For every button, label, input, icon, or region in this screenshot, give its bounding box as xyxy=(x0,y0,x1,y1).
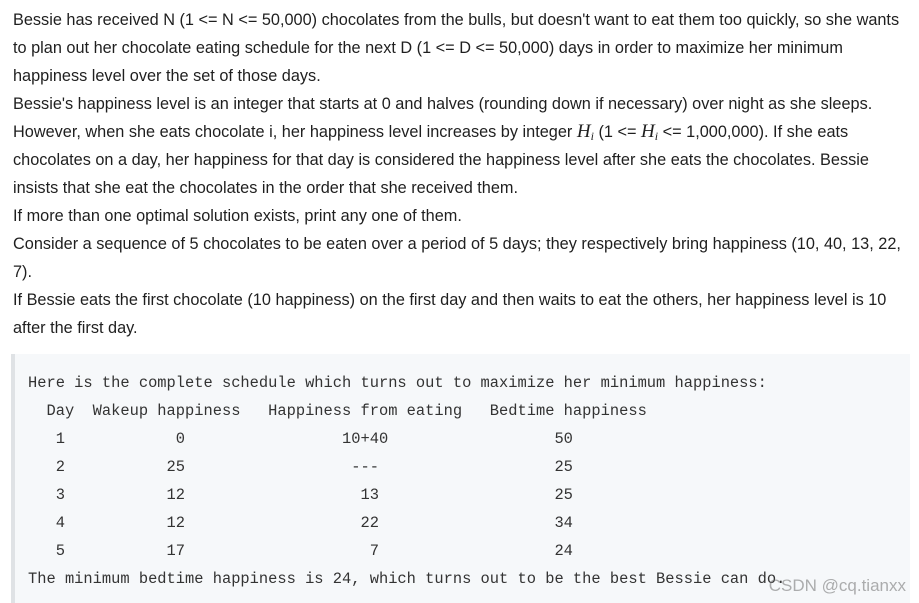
paragraph-intro: Bessie has received N (1 <= N <= 50,000) chocolates from the bulls, but doesn't want to eat them too quickly, so she wants to plan out her chocolate eating schedule for the next D (1 <= D <= 50,000) days in order to maximize her minimum happiness level over the set of those days. xyxy=(13,11,900,85)
schedule-table-header: Day Wakeup happiness Happiness from eating Bedtime happiness xyxy=(28,402,647,420)
code-intro-line: Here is the complete schedule which turns out to maximize her minimum happiness: xyxy=(28,374,767,392)
paragraph-example-first-day: If Bessie eats the first chocolate (10 happiness) on the first day and then waits to eat the others, her happiness level is 10 after the first day. xyxy=(13,291,887,337)
code-conclusion-line: The minimum bedtime happiness is 24, which turns out to be the best Bessie can do. xyxy=(28,570,786,588)
paragraph-happiness-rules xyxy=(13,90,913,202)
csdn-watermark: CSDN @cq.tianxx xyxy=(768,576,906,595)
sample-schedule-code-block xyxy=(11,354,910,603)
paragraph-happiness-text-c: <= 1,000,000). If she eats chocolates on a day, her happiness for that day is considered the happiness level after she eats the chocolates. Bessie insists that she eat the chocolates in the order that she received them. xyxy=(13,123,869,197)
schedule-row: 5 17 7 24 xyxy=(28,542,573,560)
schedule-row: 3 12 13 25 xyxy=(28,486,573,504)
problem-statement xyxy=(13,6,913,342)
paragraph-happiness-text-b: (1 <= xyxy=(593,123,641,141)
schedule-row: 2 25 --- 25 xyxy=(28,458,573,476)
math-h-i: $H_i$ xyxy=(576,121,594,143)
schedule-row: 4 12 22 34 xyxy=(28,514,573,532)
schedule-row: 1 0 10+40 50 xyxy=(28,430,573,448)
paragraph-optimal-note: If more than one optimal solution exists, print any one of them. xyxy=(13,207,462,225)
math-h-i-bound: $H_i$ xyxy=(641,121,659,143)
paragraph-example-sequence: Consider a sequence of 5 chocolates to be eaten over a period of 5 days; they respectively bring happiness (10, 40, 13, 22, 7). xyxy=(13,235,901,281)
paragraph-happiness-text-a: Bessie's happiness level is an integer that starts at 0 and halves (rounding down if necessary) over night as she sleeps. However, when she eats chocolate i, her happiness level increases by integer xyxy=(13,95,873,141)
